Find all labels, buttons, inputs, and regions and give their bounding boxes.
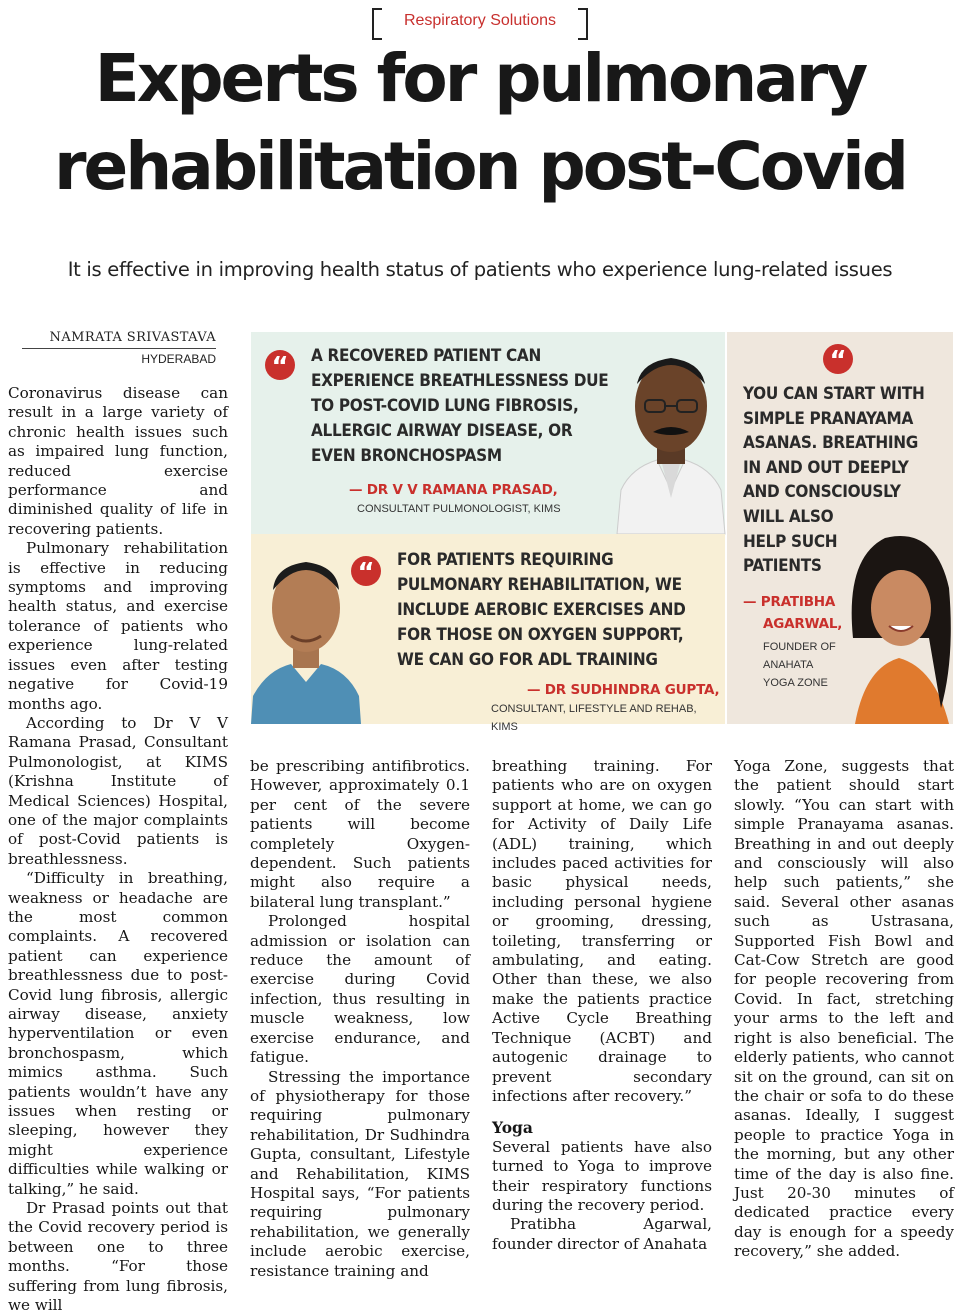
- quote-attribution-name: — DR V V RAMANA PRASAD,: [349, 482, 558, 498]
- pull-quote-line: HELP SUCH: [743, 531, 838, 552]
- deck-subtitle: It is effective in improving health status of patients who experience lung-related issues: [67, 258, 893, 281]
- quote-panel-ramana-prasad: [251, 332, 725, 534]
- quote-attribution-role: [763, 638, 836, 692]
- article-paragraph: Pratibha Agarwal, founder director of Anahata: [492, 1215, 712, 1253]
- headline: [18, 40, 942, 206]
- role-line: ANAHATA: [763, 659, 814, 671]
- article-column-2: [250, 757, 470, 1281]
- role-line: FOUNDER OF: [763, 641, 836, 653]
- pull-quote-text: [311, 344, 621, 469]
- quote-mark-icon: “: [351, 556, 381, 586]
- dateline: HYDERABAD: [141, 352, 216, 366]
- section-tag: Respiratory Solutions: [372, 6, 588, 38]
- pull-quote-line: PATIENTS: [743, 556, 822, 577]
- article-column-3: [492, 757, 712, 1254]
- pull-quote-line: AND CONSCIOUSLY: [743, 482, 901, 503]
- article-paragraph: Pulmonary rehabilitation is effective in reducing symptoms and improving health status, and exercise tolerance of patients who experience lung-related issues even after testing negative for Covid-19 months ago.: [8, 539, 228, 713]
- quote-panel-pratibha-agarwal: [727, 332, 953, 724]
- doctor-portrait-photo: [251, 546, 361, 724]
- article-paragraph: “Difficulty in breathing, weakness or headache are the most common complaints. A recovered patient can experience breathlessness due to post-Covid lung fibrosis, allergic airway disease, anxiety hyperventilation or even bronchospasm, which mimics asthma. Such patients wouldn’t have any issues when resting or sleeping, however they might experience difficulties while walking or talking,” he said.: [8, 869, 228, 1198]
- article-column-1: [8, 384, 228, 1316]
- quote-mark-icon: “: [265, 350, 295, 380]
- pull-quote-line: FOR THOSE ON OXYGEN SUPPORT,: [397, 625, 684, 645]
- article-paragraph: Yoga Zone, suggests that the patient should start slowly. “You can start with simple Pranayama asanas. Breathing in and out deeply and consciously will also help such patients,” she said. Several other asanas such as Ustrasana, Supported Fish Bowl and Cat-Cow Stretch are good for people recovering from Covid. In fact, stretching your arms to the left and right is also beneficial. The elderly patients, who cannot sit on the ground, can sit on the chair or sofa to do these asanas. Ideally, I suggest people to practice Yoga in the morning, but any other time of the day is also fine. Just 20-30 minutes of dedicated practice every day is enough for a speedy recovery,” she added.: [734, 757, 954, 1261]
- pull-quote-line: ASANAS. BREATHING: [743, 433, 919, 454]
- pull-quote-text: [397, 548, 717, 673]
- article-paragraph: Coronavirus disease can result in a large variety of chronic health issues such as impaired lung function, reduced exercise performance and diminished quality of life in recovering patients.: [8, 384, 228, 538]
- pull-quote-line: FOR PATIENTS REQUIRING: [397, 550, 614, 570]
- pull-quote-line: YOU CAN START WITH: [743, 384, 925, 404]
- pull-quote-line: A RECOVERED PATIENT CAN: [311, 346, 541, 366]
- yoga-subhead: Yoga: [492, 1118, 533, 1138]
- quote-attribution-name: — PRATIBHA: [743, 594, 836, 610]
- article-column-4: [734, 757, 954, 1262]
- role-line: YOGA ZONE: [763, 677, 828, 689]
- pull-quote-line: WE CAN GO FOR ADL TRAINING: [397, 650, 658, 670]
- quote-attribution-role: CONSULTANT, LIFESTYLE AND REHAB, KIMS: [491, 703, 697, 733]
- quote-attribution-name: AGARWAL,: [763, 616, 843, 632]
- headline-line-1: Experts for pulmonary: [94, 40, 866, 117]
- byline: NAMRATA SRIVASTAVA: [22, 330, 216, 349]
- pull-quote-line: PULMONARY REHABILITATION, WE: [397, 575, 682, 595]
- article-paragraph: Several patients have also turned to Yoga to improve their respiratory functions during the recovery period.: [492, 1137, 712, 1214]
- quote-attribution-role: CONSULTANT PULMONOLOGIST, KIMS: [357, 503, 561, 515]
- article-paragraph: breathing training. For patients who are on oxygen support at home, we can go for Activity of Daily Life (ADL) training, which includes paced activities for basic physical needs, including personal hygiene or grooming, dressing, toileting, transferring or ambulating, and eating. Other than these, we also make the patients practice Active Cycle Breathing Technique (ACBT) and autogenic drainage to prevent secondary infections after recovery.”: [492, 757, 712, 1105]
- article-paragraph: According to Dr V V Ramana Prasad, Consultant Pulmonologist, at KIMS (Krishna Institute of Medical Sciences) Hospital, one of the major complaints of post-Covid patients is breathlessness.: [8, 713, 228, 868]
- headline-line-2: rehabilitation post-Covid: [54, 128, 906, 205]
- article-paragraph: Prolonged hospital admission or isolation can reduce the amount of exercise during Covid infection, thus resulting in muscle weakness, low exercise endurance, and fatigue.: [250, 912, 470, 1067]
- pull-quote-line: IN AND OUT DEEPLY: [743, 457, 909, 478]
- quote-attribution-name: — DR SUDHINDRA GUPTA,: [527, 682, 720, 698]
- pull-quote-line: WILL ALSO: [743, 506, 834, 527]
- doctor-portrait-photo: [617, 340, 725, 534]
- pull-quote-line: SIMPLE PRANAYAMA: [743, 408, 914, 429]
- yoga-expert-portrait-photo: [845, 518, 953, 724]
- quote-panel-sudhindra-gupta: [251, 534, 725, 733]
- article-paragraph: be prescribing antifibrotics. However, approximately 0.1 per cent of the severe patients will become completely Oxygen-dependent. Such patients might also require a bilateral lung transplant.”: [250, 757, 470, 911]
- pull-quote-line: INCLUDE AEROBIC EXERCISES AND: [397, 600, 686, 620]
- pull-quote-line: ALLERGIC AIRWAY DISEASE, OR: [311, 421, 573, 441]
- quote-mark-icon: “: [823, 344, 853, 374]
- article-paragraph: Stressing the importance of physiotherapy for those requiring pulmonary rehabilitation, Dr Sudhindra Gupta, consultant, Lifestyle and Rehabilitation, KIMS Hospital says, “For patients requiring pulmonary rehabilitation, we generally include aerobic exercise, resistance training and: [250, 1067, 470, 1280]
- article-paragraph: Dr Prasad points out that the Covid recovery period is between one to three months. “For those suffering from lung fibrosis, we will: [8, 1199, 228, 1315]
- pull-quote-line: EVEN BRONCHOSPASM: [311, 446, 502, 466]
- pull-quote-line: TO POST-COVID LUNG FIBROSIS,: [311, 396, 579, 416]
- pull-quote-line: EXPERIENCE BREATHLESSNESS DUE: [311, 371, 609, 391]
